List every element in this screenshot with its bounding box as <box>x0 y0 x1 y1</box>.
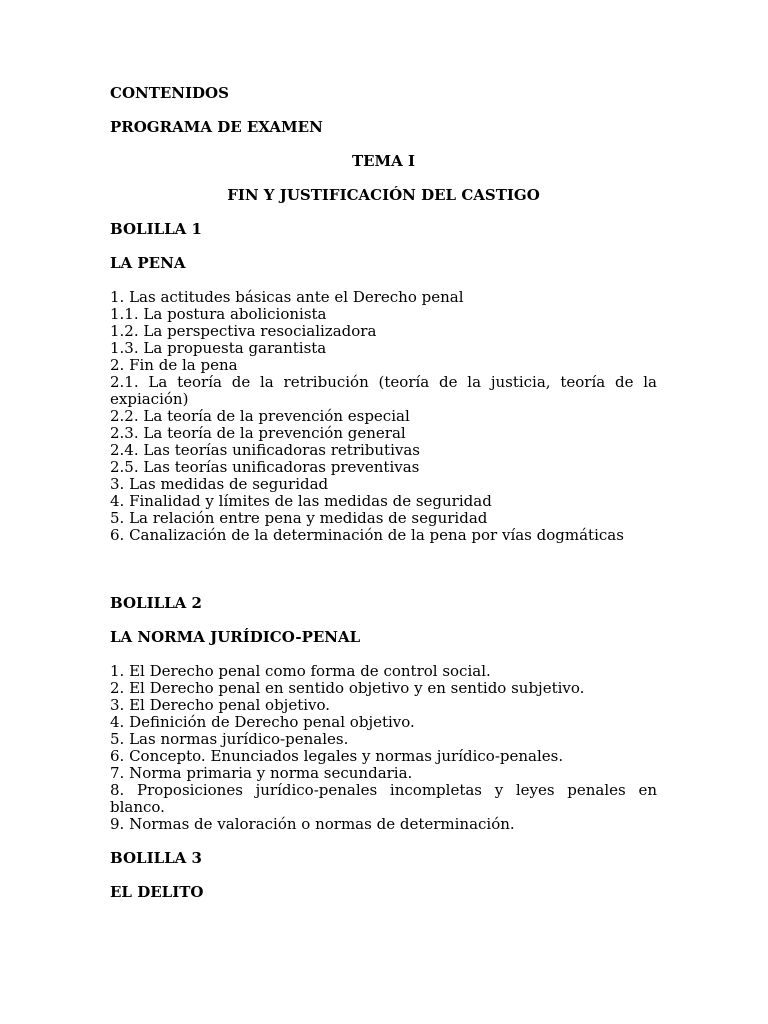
bolilla-2-heading: BOLILLA 2 <box>110 594 202 612</box>
list-item: 1. Las actitudes básicas ante el Derecho penal <box>110 288 464 306</box>
document-page <box>110 85 657 901</box>
list-item: 7. Norma primaria y norma secundaria. <box>110 764 413 782</box>
list-item: 5. Las normas jurídico-penales. <box>110 730 349 748</box>
list-item: 1. El Derecho penal como forma de control social. <box>110 662 491 680</box>
list-item: 2. El Derecho penal en sentido objetivo y en sentido subjetivo. <box>110 679 585 697</box>
list-item: 2.3. La teoría de la prevención general <box>110 424 406 442</box>
bolilla-1-heading: BOLILLA 1 <box>110 220 202 238</box>
list-item: 5. La relación entre pena y medidas de seguridad <box>110 509 488 527</box>
list-item: 6. Canalización de la determinación de la pena por vías dogmáticas <box>110 526 624 544</box>
list-item: 2.4. Las teorías unificadoras retributivas <box>110 441 420 459</box>
bolilla-2-title: LA NORMA JURÍDICO-PENAL <box>110 628 361 646</box>
list-item: 2.2. La teoría de la prevención especial <box>110 407 410 425</box>
bolilla-2-topic-list <box>110 663 657 833</box>
list-item: 2. Fin de la pena <box>110 356 238 374</box>
list-item: 9. Normas de valoración o normas de determinación. <box>110 815 515 833</box>
bolilla-1-topic-list <box>110 289 657 544</box>
program-heading: PROGRAMA DE EXAMEN <box>110 118 323 136</box>
bolilla-3-title: EL DELITO <box>110 883 204 901</box>
bolilla-3-heading: BOLILLA 3 <box>110 849 202 867</box>
list-item: 3. Las medidas de seguridad <box>110 475 329 493</box>
tema-title: FIN Y JUSTIFICACIÓN DEL CASTIGO <box>227 186 540 204</box>
list-item: 6. Concepto. Enunciados legales y normas jurídico-penales. <box>110 747 564 765</box>
bolilla-1-title: LA PENA <box>110 254 186 272</box>
tema-heading: TEMA I <box>351 152 416 170</box>
contents-heading: CONTENIDOS <box>110 84 229 102</box>
list-item: 8. Proposiciones jurídico-penales incompletas y leyes penales en blanco. <box>110 781 657 816</box>
list-item: 2.1. La teoría de la retribución (teoría de la justicia, teoría de la expiación) <box>110 373 657 408</box>
list-item: 4. Finalidad y límites de las medidas de seguridad <box>110 492 492 510</box>
list-item: 2.5. Las teorías unificadoras preventivas <box>110 458 420 476</box>
list-item: 1.1. La postura abolicionista <box>110 305 327 323</box>
list-item: 1.2. La perspectiva resocializadora <box>110 322 377 340</box>
list-item: 3. El Derecho penal objetivo. <box>110 696 331 714</box>
list-item: 1.3. La propuesta garantista <box>110 339 327 357</box>
list-item: 4. Definición de Derecho penal objetivo. <box>110 713 415 731</box>
